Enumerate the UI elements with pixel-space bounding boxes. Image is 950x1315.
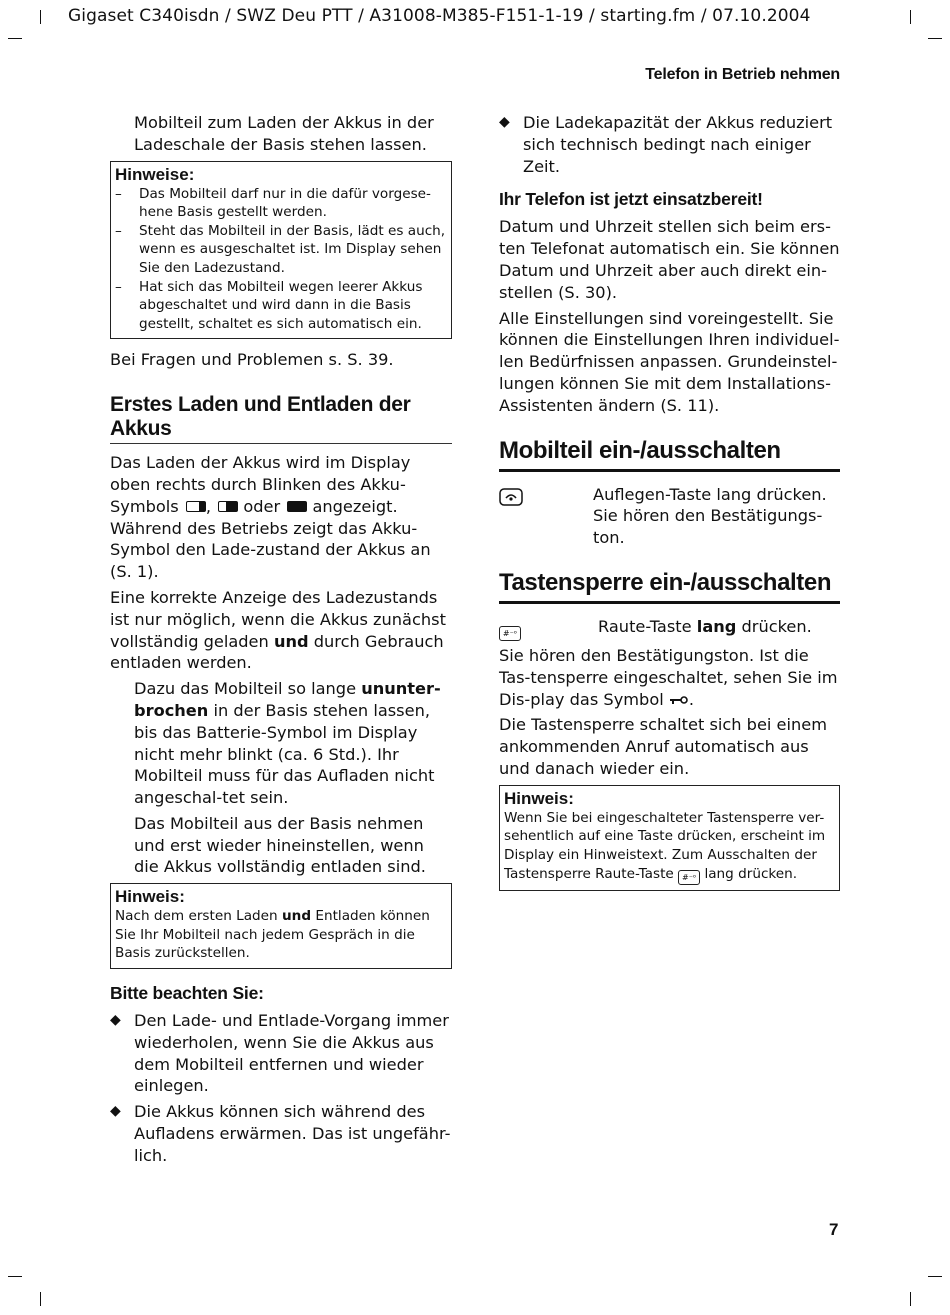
- crop-mark: [910, 10, 911, 24]
- list-item: ◆ Den Lade- und Entlade-Vorgang immer wiederholen, wenn Sie die Akkus aus dem Mobilteil entfernen und wieder einlegen.: [110, 1011, 449, 1096]
- file-header: Gigaset C340isdn / SWZ Deu PTT / A31008-M385-F151-1-19 / starting.fm / 07.10.2004: [68, 6, 811, 26]
- diamond-bullet-icon: ◆: [499, 114, 510, 130]
- diamond-bullet-icon: ◆: [110, 1012, 121, 1029]
- right-column: [499, 112, 840, 891]
- paragraph: Sie hören den Bestätigungston. Ist die Tas-tensperre eingeschaltet, sehen Sie im Dis-play das Symbol .: [499, 645, 838, 709]
- paragraph: Eine korrekte Anzeige des Ladezustands ist nur möglich, wenn die Akkus zunächst vollständig geladen und durch Gebrauch entladen werden.: [110, 587, 446, 673]
- instruction-text: Raute-Taste lang drücken.: [598, 616, 812, 636]
- section-title: Erstes Laden und Entladen der Akkus: [110, 393, 452, 444]
- section-title: Mobilteil ein-/ausschalten: [499, 437, 840, 472]
- faq-text: Bei Fragen und Problemen s. S. 39.: [110, 350, 394, 370]
- key-lock-icon: [669, 690, 689, 709]
- note-box: [110, 161, 452, 340]
- left-column: [110, 112, 452, 1167]
- battery-full-icon: [287, 501, 307, 512]
- note-box: [499, 785, 840, 891]
- paragraph: Alle Einstellungen sind voreingestellt. Sie können die Einstellungen Ihren individuel-len Bedürfnissen anpassen. Grundeinstel-lungen können Sie mit dem Installations-Assistenten ändern (S. 11).: [499, 308, 840, 415]
- crop-mark: [910, 1292, 911, 1306]
- list-item: – Steht das Mobilteil in der Basis, lädt es auch, wenn es ausgeschaltet ist. Im Display sehen Sie den Ladezustand.: [115, 222, 446, 276]
- crop-mark: [928, 38, 942, 39]
- crop-mark: [8, 1276, 22, 1277]
- paragraph: Dazu das Mobilteil so lange ununter-brochen in der Basis stehen lassen, bis das Batterie-Symbol im Display nicht mehr blinkt (ca. 6 Std.). Ihr Mobilteil muss für das Aufladen nicht angeschal-tet sein.: [134, 679, 441, 808]
- hash-key-icon: #⁻ᵒ: [499, 616, 598, 641]
- hash-key-icon: #⁻ᵒ: [678, 870, 700, 885]
- list-item: ◆ Die Akkus können sich während des Aufladens erwärmen. Das ist ungefähr-lich.: [110, 1102, 451, 1165]
- paragraph: Die Tastensperre schaltet sich bei einem ankommenden Anruf automatisch aus und danach wieder ein.: [499, 715, 827, 778]
- section-title: Tastensperre ein-/ausschalten: [499, 569, 840, 604]
- diamond-bullet-icon: ◆: [110, 1103, 121, 1120]
- paragraph: Datum und Uhrzeit stellen sich beim ers-ten Telefonat automatisch ein. Sie können Datum und Uhrzeit aber auch direkt ein-stellen (S. 30).: [499, 217, 840, 302]
- note-title: Hinweis:: [504, 788, 574, 808]
- note-title: Hinweis:: [115, 887, 185, 907]
- crop-mark: [40, 10, 41, 24]
- subhead: Bitte beachten Sie:: [110, 983, 264, 1004]
- note-box: [110, 883, 452, 969]
- note-text: Wenn Sie bei eingeschalteter Tastensperre ver-sehentlich auf eine Taste drücken, erscheint im Display ein Hinweistext. Zum Ausschalten der Tastensperre Raute-Taste #⁻ᵒ lang drücken.: [504, 809, 835, 885]
- note-title: Hinweise:: [115, 164, 195, 184]
- list-item: – Hat sich das Mobilteil wegen leerer Akkus abgeschaltet und wird dann in die Basis gestellt, schaltet es sich automatisch ein.: [115, 278, 423, 332]
- paragraph: Das Mobilteil aus der Basis nehmen und erst wieder hineinstellen, wenn die Akkus vollständig entladen sind.: [134, 813, 426, 877]
- instruction-row: [499, 484, 840, 549]
- crop-mark: [8, 38, 22, 39]
- page-number: 7: [829, 1220, 839, 1239]
- crop-mark: [40, 1292, 41, 1306]
- instruction-text: Auflegen-Taste lang drücken. Sie hören den Bestätigungs-ton.: [593, 484, 827, 548]
- list-item: – Das Mobilteil darf nur in die dafür vorgese-hene Basis gestellt werden.: [115, 185, 431, 221]
- instruction-row: [499, 616, 840, 641]
- end-call-key-icon: [499, 484, 593, 549]
- list-item: ◆ Die Ladekapazität der Akkus reduziert sich technisch bedingt nach einiger Zeit.: [499, 113, 833, 176]
- intro-text: Mobilteil zum Laden der Akkus in der Ladeschale der Basis stehen lassen.: [134, 113, 434, 154]
- paragraph: Das Laden der Akkus wird im Display oben rechts durch Blinken des Akku-Symbols , oder angezeigt. Während des Betriebs zeigt das Akku-Symbol den Lade-zustand der Akkus an (S. 1).: [110, 453, 431, 582]
- subhead: Ihr Telefon ist jetzt einsatzbereit!: [499, 189, 763, 210]
- running-head: Telefon in Betrieb nehmen: [645, 66, 840, 83]
- note-text: Nach dem ersten Laden und Entladen können Sie Ihr Mobilteil nach jedem Gespräch in die Basis zurückstellen.: [115, 908, 430, 962]
- battery-low-icon: [186, 501, 206, 512]
- battery-half-icon: [218, 501, 238, 512]
- crop-mark: [928, 1276, 942, 1277]
